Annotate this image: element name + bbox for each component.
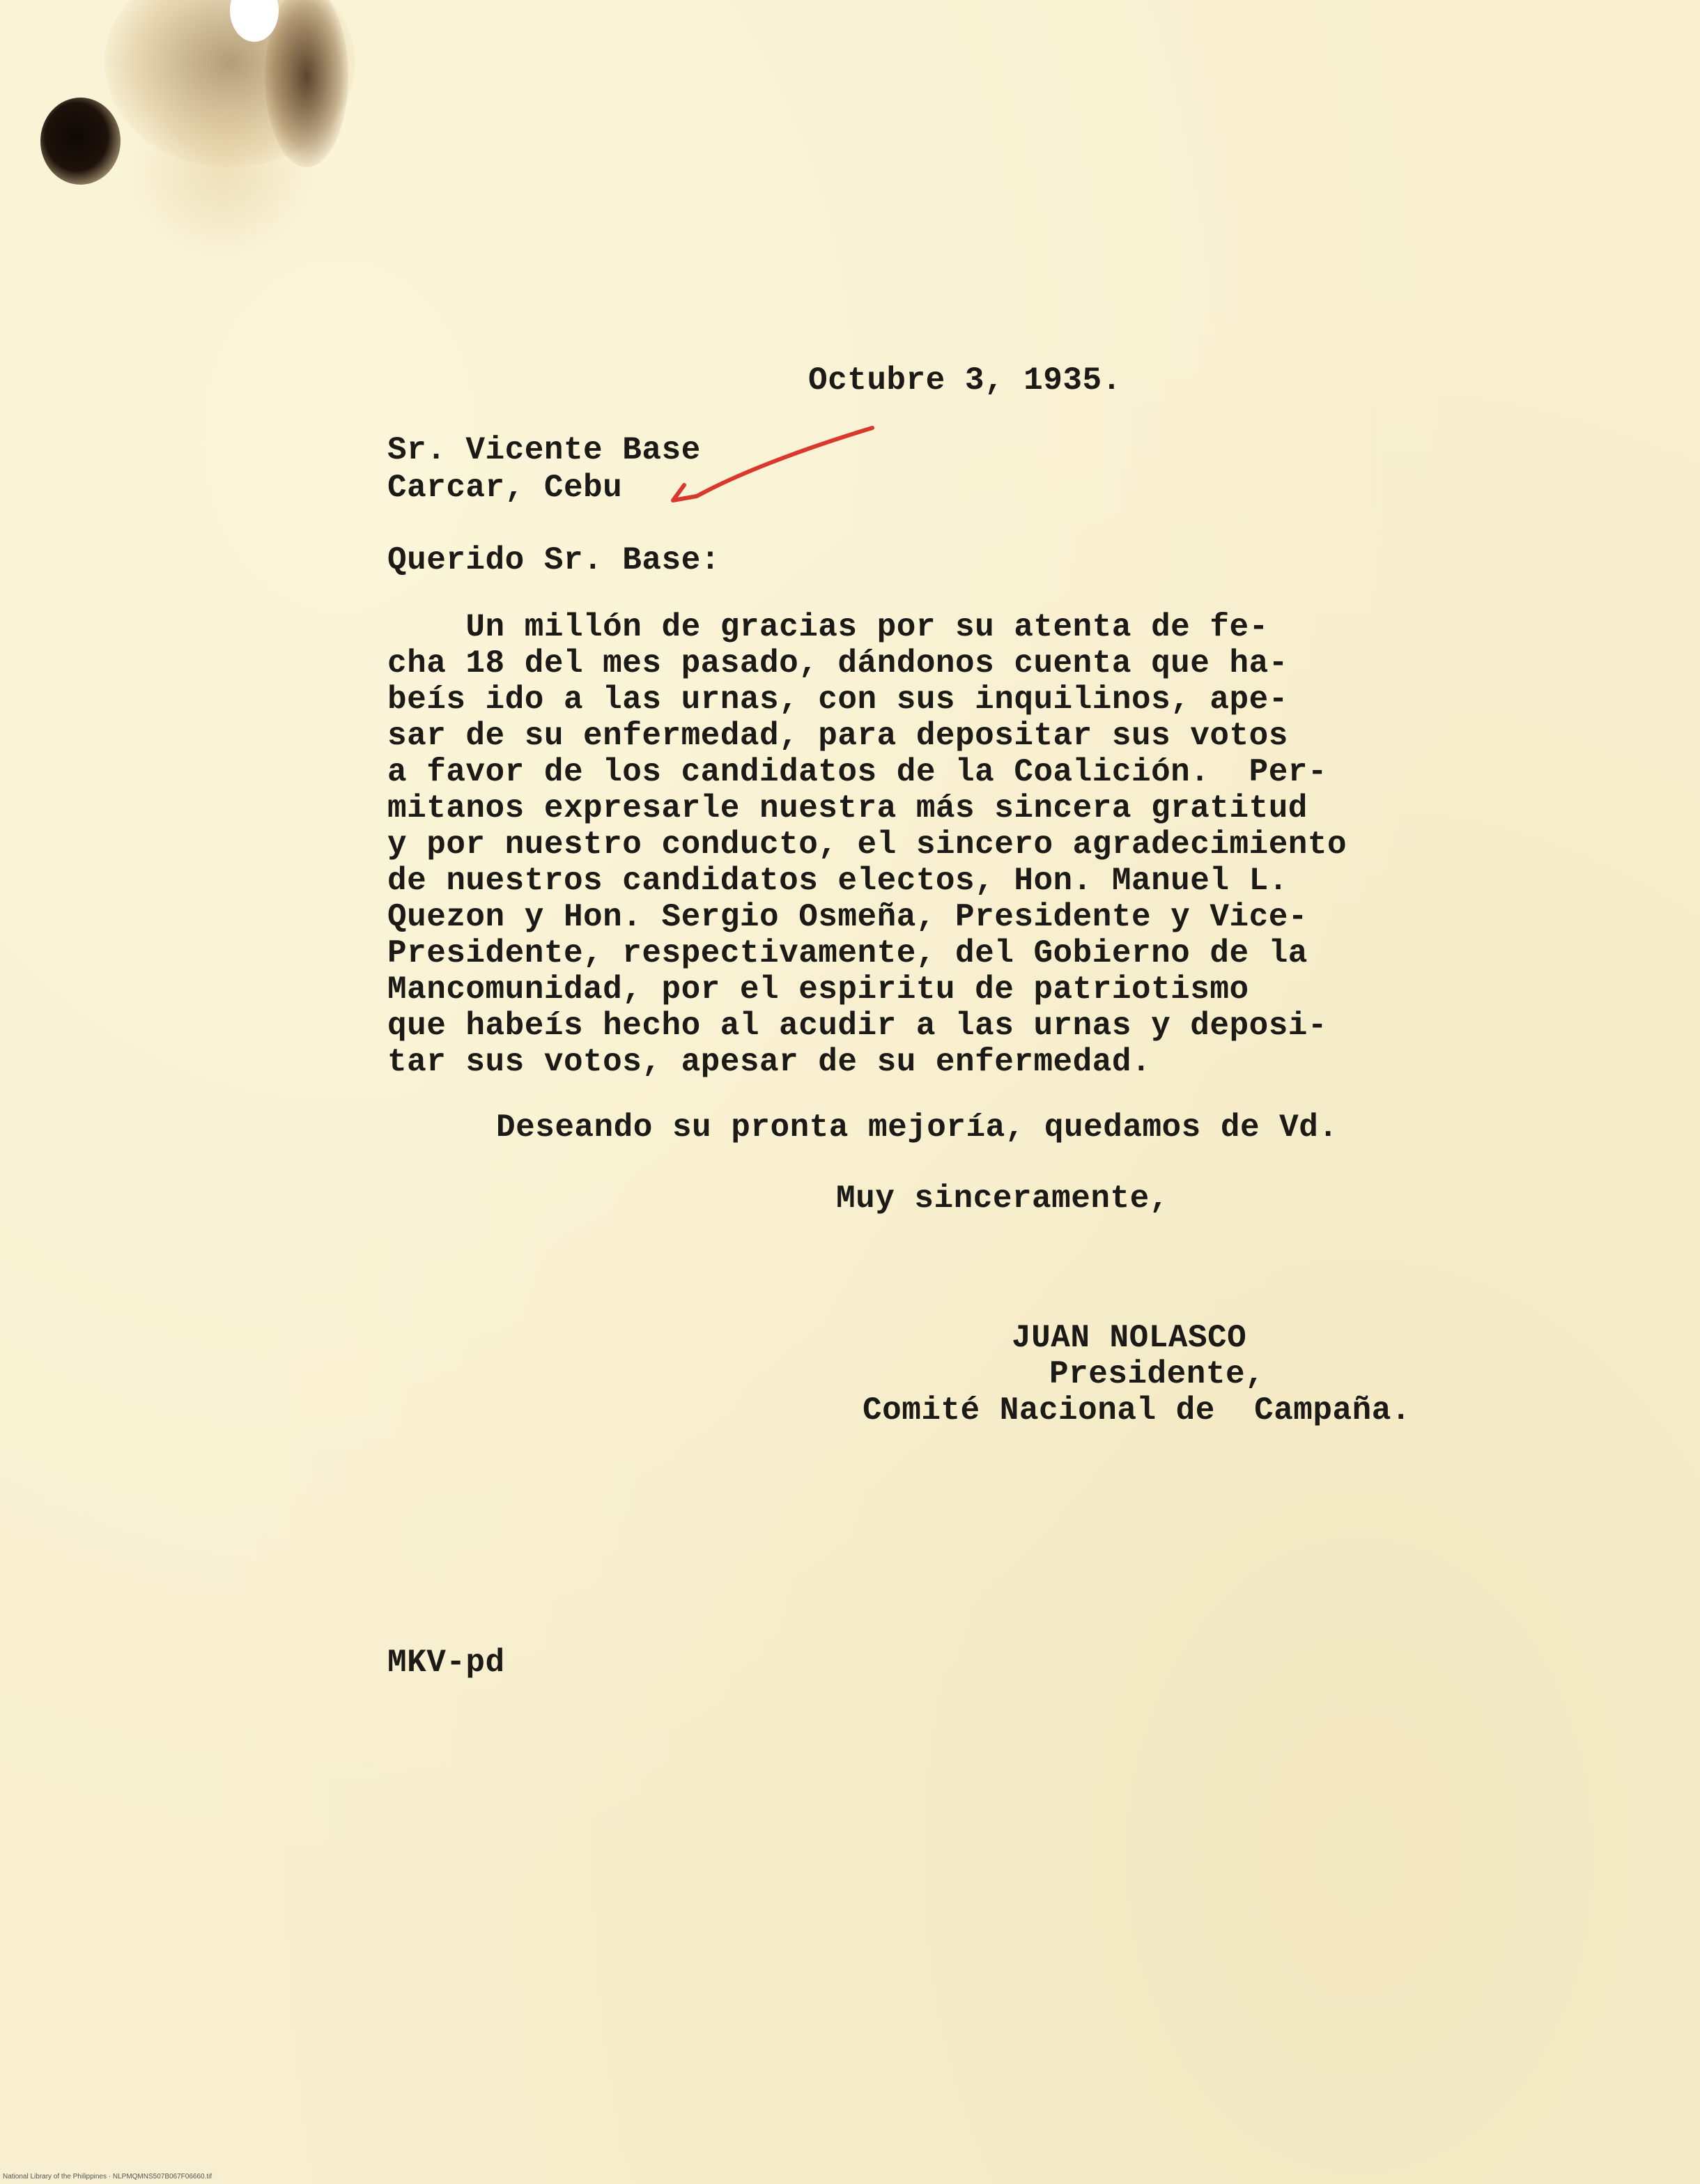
- signer-name: JUAN NOLASCO: [1012, 1320, 1247, 1356]
- typist-initials: MKV-pd: [387, 1645, 505, 1681]
- salutation: Querido Sr. Base:: [387, 542, 720, 578]
- body-line: cha 18 del mes pasado, dándonos cuenta que ha-: [387, 645, 1288, 682]
- body-line: sar de su enfermedad, para depositar sus votos: [387, 718, 1288, 754]
- body-line: tar sus votos, apesar de su enfermedad.: [387, 1044, 1152, 1080]
- recipient-place: Carcar, Cebu: [387, 470, 623, 506]
- valediction: Muy sinceramente,: [836, 1181, 1169, 1217]
- body-line: Presidente, respectivamente, del Gobierno de la: [387, 935, 1308, 971]
- body-line: beís ido a las urnas, con sus inquilinos, ape-: [387, 682, 1288, 718]
- body-line: a favor de los candidatos de la Coalición. Per-: [387, 754, 1328, 790]
- body-line: mitanos expresarle nuestra más sincera gratitud: [387, 790, 1308, 826]
- body-line: Quezon y Hon. Sergio Osmeña, Presidente y Vice-: [387, 899, 1308, 935]
- body-line: Mancomunidad, por el espiritu de patriotismo: [387, 971, 1249, 1008]
- body-line: Un millón de gracias por su atenta de fe-: [387, 609, 1269, 645]
- body-line: y por nuestro conducto, el sincero agradecimiento: [387, 826, 1347, 863]
- burn-hole: [40, 98, 121, 185]
- body-line: de nuestros candidatos electos, Hon. Manuel L.: [387, 863, 1288, 899]
- scan-footer: National Library of the Philippines · NLPMQMNS507B067F06660.tif: [3, 2173, 212, 2181]
- signer-title: Presidente,: [1049, 1356, 1265, 1392]
- closing-line: Deseando su pronta mejoría, quedamos de Vd.: [496, 1109, 1338, 1146]
- recipient-name: Sr. Vicente Base: [387, 432, 701, 468]
- signer-organization: Comité Nacional de Campaña.: [863, 1392, 1411, 1429]
- body-line: que habeís hecho al acudir a las urnas y deposi-: [387, 1008, 1328, 1044]
- water-stain: [125, 84, 320, 265]
- letter-date: Octubre 3, 1935.: [808, 362, 1122, 399]
